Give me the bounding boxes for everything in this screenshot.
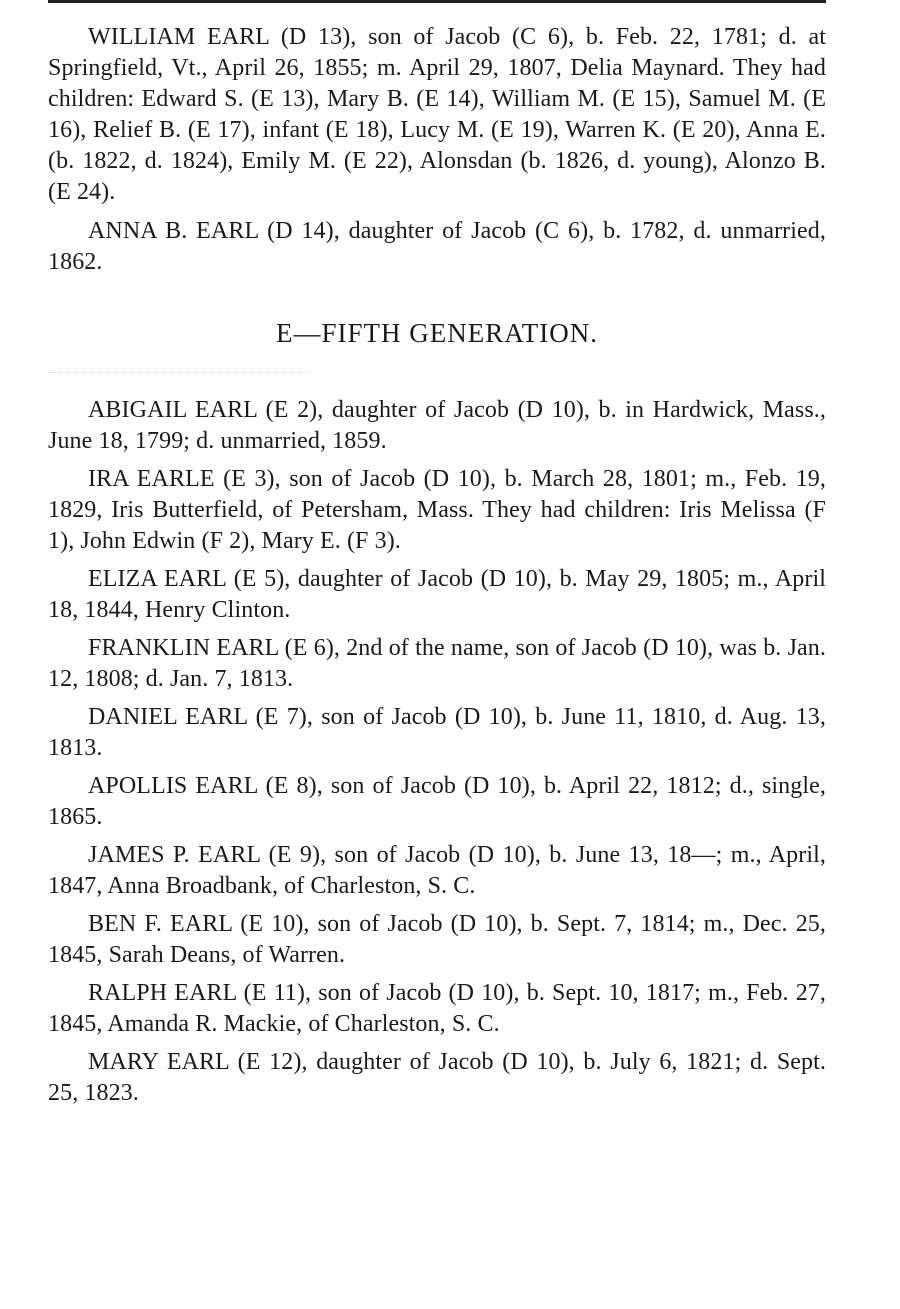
entry-eliza-earl-e5: ELIZA EARL (E 5), daughter of Jacob (D 10), b. May 29, 1805; m., April 18, 1844, Henry Clinton.	[48, 566, 826, 623]
entry-ralph-earl-e11: RALPH EARL (E 11), son of Jacob (D 10), b. Sept. 10, 1817; m., Feb. 27, 1845, Amanda R. Mackie, of Charleston, S. C.	[48, 980, 826, 1037]
entry-daniel-earl-e7: DANIEL EARL (E 7), son of Jacob (D 10), b. June 11, 1810, d. Aug. 13, 1813.	[48, 704, 826, 761]
section-heading-fifth-generation: E—FIFTH GENERATION.	[276, 318, 598, 348]
entry-ben-f-earl-e10: BEN F. EARL (E 10), son of Jacob (D 10), b. Sept. 7, 1814; m., Dec. 25, 1845, Sarah Deans, of Warren.	[48, 911, 826, 968]
page-body	[48, 22, 826, 1109]
scan-noise-divider	[48, 372, 308, 387]
section-fourth-generation-continued	[48, 22, 826, 278]
entry-james-p-earl-e9: JAMES P. EARL (E 9), son of Jacob (D 10), b. June 13, 18—; m., April, 1847, Anna Broadbank, of Charleston, S. C.	[48, 842, 826, 899]
entry-abigail-earl-e2: ABIGAIL EARL (E 2), daughter of Jacob (D 10), b. in Hardwick, Mass., June 18, 1799; d. unmarried, 1859.	[48, 397, 826, 454]
entry-apollis-earl-e8: APOLLIS EARL (E 8), son of Jacob (D 10), b. April 22, 1812; d., single, 1865.	[48, 773, 826, 830]
entry-mary-earl-e12: MARY EARL (E 12), daughter of Jacob (D 10), b. July 6, 1821; d. Sept. 25, 1823.	[48, 1049, 826, 1106]
entry-franklin-earl-e6: FRANKLIN EARL (E 6), 2nd of the name, son of Jacob (D 10), was b. Jan. 12, 1808; d. Jan. 7, 1813.	[48, 635, 826, 692]
entry-anna-b-earl-d14: ANNA B. EARL (D 14), daughter of Jacob (C 6), b. 1782, d. unmarried, 1862.	[48, 218, 826, 275]
entry-ira-earle-e3: IRA EARLE (E 3), son of Jacob (D 10), b. March 28, 1801; m., Feb. 19, 1829, Iris Butterfield, of Petersham, Mass. They had children: Iris Melissa (F 1), John Edwin (F 2), Mary E. (F 3).	[48, 466, 826, 554]
section-fifth-generation	[48, 395, 826, 1109]
entry-william-earl-d13: WILLIAM EARL (D 13), son of Jacob (C 6), b. Feb. 22, 1781; d. at Springfield, Vt., April 26, 1855; m. April 29, 1807, Delia Maynard. They had children: Edward S. (E 13), Mary B. (E 14), William M. (E 15), Samuel M. (E 16), Relief B. (E 17), infant (E 18), Lucy M. (E 19), Warren K. (E 20), Anna E. (b. 1822, d. 1824), Emily M. (E 22), Alonsdan (b. 1826, d. young), Alonzo B. (E 24).	[48, 24, 826, 205]
top-rule	[48, 0, 826, 3]
